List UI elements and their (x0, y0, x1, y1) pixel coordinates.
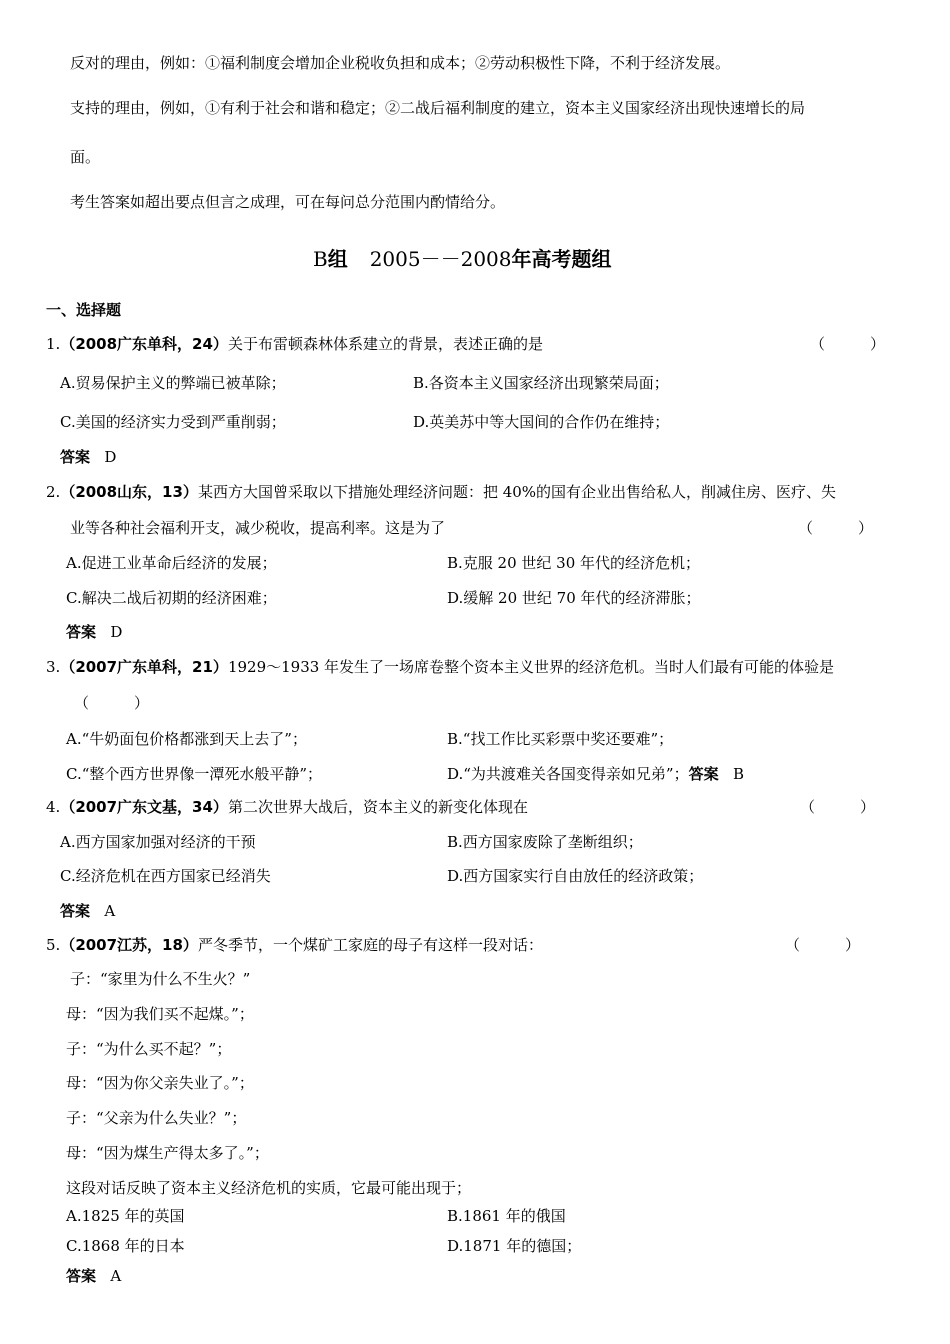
q1-source: （2008广东单科，24） (60, 335, 228, 353)
q4-stem: 第二次世界大战后，资本主义的新变化体现在 (227, 798, 528, 816)
q4-answer-value: A (104, 902, 116, 920)
q5-dialog-line: 子：“家里为什么不生火？” (70, 970, 251, 988)
q1-answer-paren: （ ） (810, 335, 886, 353)
q5-answer-label: 答案 (66, 1267, 97, 1285)
section-title: 一、选择题 (46, 301, 122, 319)
q5-answer (66, 1266, 121, 1286)
q4-option-d: D.西方国家实行自由放任的经济政策； (447, 867, 704, 885)
q4-source: （2007广东文基，34） (60, 798, 228, 816)
q3-option-d: D.“为共渡难关各国变得亲如兄弟”； (447, 765, 689, 783)
q5-stem: 严冬季节，一个煤矿工家庭的母子有这样一段对话： (197, 936, 543, 954)
q2-stem-line1: 某西方大国曾采取以下措施处理经济问题：把 40%的国有企业出售给私人，削减住房、医疗、失 (197, 483, 837, 501)
group-title-zu: 组 (327, 247, 348, 271)
intro-note: 考生答案如超出要点但言之成理，可在每问总分范围内酌情给分。 (70, 193, 506, 211)
question-1 (46, 334, 543, 354)
q3-answer-paren: （ ） (74, 694, 150, 712)
q1-answer-label: 答案 (60, 448, 91, 466)
q3-option-a: A.“牛奶面包价格都涨到天上去了”； (66, 730, 307, 748)
q4-number: 4. (46, 798, 61, 816)
q3-number: 3. (46, 658, 61, 676)
group-title-years: 2005－－2008 (369, 247, 512, 271)
q4-answer-paren: （ ） (800, 798, 876, 816)
q5-dialog-line: 母：“因为煤生产得太多了。”； (66, 1144, 269, 1162)
q3-option-c: C.“整个西方世界像一潭死水般平静”； (66, 765, 323, 783)
q2-option-a: A.促进工业革命后经济的发展； (66, 554, 277, 572)
q2-stem-line2: 业等各种社会福利开支，减少税收，提高利率。这是为了 (70, 519, 446, 537)
q5-dialog-line: 子：“为什么买不起？”； (66, 1040, 232, 1058)
question-3 (46, 657, 834, 677)
q3-stem: 1929～1933 年发生了一场席卷整个资本主义世界的经济危机。当时人们最有可能的体验是 (227, 658, 835, 676)
q5-option-c: C.1868 年的日本 (66, 1237, 185, 1255)
q1-option-b: B.各资本主义国家经济出现繁荣局面； (413, 374, 669, 392)
intro-oppose: 反对的理由，例如：①福利制度会增加企业税收负担和成本；②劳动积极性下降，不利于经济发展。 (70, 54, 731, 72)
q1-number: 1. (46, 335, 61, 353)
q2-source: （2008山东，13） (60, 483, 198, 501)
q2-option-c: C.解决二战后初期的经济困难； (66, 589, 277, 607)
q5-dialog-line: 子：“父亲为什么失业？”； (66, 1109, 247, 1127)
question-4 (46, 797, 528, 817)
q1-answer-value: D (104, 448, 117, 466)
q4-option-b: B.西方国家废除了垄断组织； (447, 833, 643, 851)
question-2 (46, 482, 836, 502)
q3-source: （2007广东单科，21） (60, 658, 228, 676)
q1-option-c: C.美国的经济实力受到严重削弱； (60, 413, 286, 431)
q1-option-d: D.英美苏中等大国间的合作仍在维持； (413, 413, 670, 431)
q5-option-a: A.1825 年的英国 (66, 1207, 185, 1225)
group-title (313, 246, 612, 272)
q5-dialog-line: 母：“因为你父亲失业了。”； (66, 1074, 254, 1092)
q5-source: （2007江苏，18） (60, 936, 198, 954)
q2-option-d: D.缓解 20 世纪 70 年代的经济滞胀； (447, 589, 701, 607)
q3-answer-label: 答案 (688, 765, 719, 783)
intro-support-line2: 面。 (70, 148, 101, 166)
q1-answer (60, 447, 116, 467)
q1-stem: 关于布雷顿森林体系建立的背景，表述正确的是 (227, 335, 543, 353)
q5-dialog-line: 母：“因为我们买不起煤。”； (66, 1005, 254, 1023)
q5-answer-paren: （ ） (785, 936, 861, 954)
q5-option-b: B.1861 年的俄国 (447, 1207, 566, 1225)
q3-option-b: B.“找工作比买彩票中奖还要难”； (447, 730, 674, 748)
q5-answer-value: A (110, 1267, 122, 1285)
q4-option-c: C.经济危机在西方国家已经消失 (60, 867, 271, 885)
q2-answer-value: D (110, 623, 123, 641)
intro-support-line1: 支持的理由，例如，①有利于社会和谐和稳定；②二战后福利制度的建立，资本主义国家经济出现快速增长的局 (70, 99, 806, 117)
q2-answer (66, 622, 122, 642)
q3-option-d-and-answer (447, 764, 744, 784)
q5-question: 这段对话反映了资本主义经济危机的实质，它最可能出现于； (66, 1179, 472, 1197)
q4-option-a: A.西方国家加强对经济的干预 (60, 833, 256, 851)
group-title-suffix: 年高考题组 (511, 247, 612, 271)
q2-option-b: B.克服 20 世纪 30 年代的经济危机； (447, 554, 701, 572)
group-title-b: B (313, 247, 328, 271)
q4-answer-label: 答案 (60, 902, 91, 920)
q2-answer-paren: （ ） (798, 519, 874, 537)
q4-answer (60, 901, 115, 921)
q5-option-d: D.1871 年的德国； (447, 1237, 582, 1255)
question-5 (46, 935, 543, 955)
q2-answer-label: 答案 (66, 623, 97, 641)
q1-option-a: A.贸易保护主义的弊端已被革除； (60, 374, 286, 392)
q2-number: 2. (46, 483, 61, 501)
q5-number: 5. (46, 936, 61, 954)
q3-answer-value: B (732, 765, 744, 783)
